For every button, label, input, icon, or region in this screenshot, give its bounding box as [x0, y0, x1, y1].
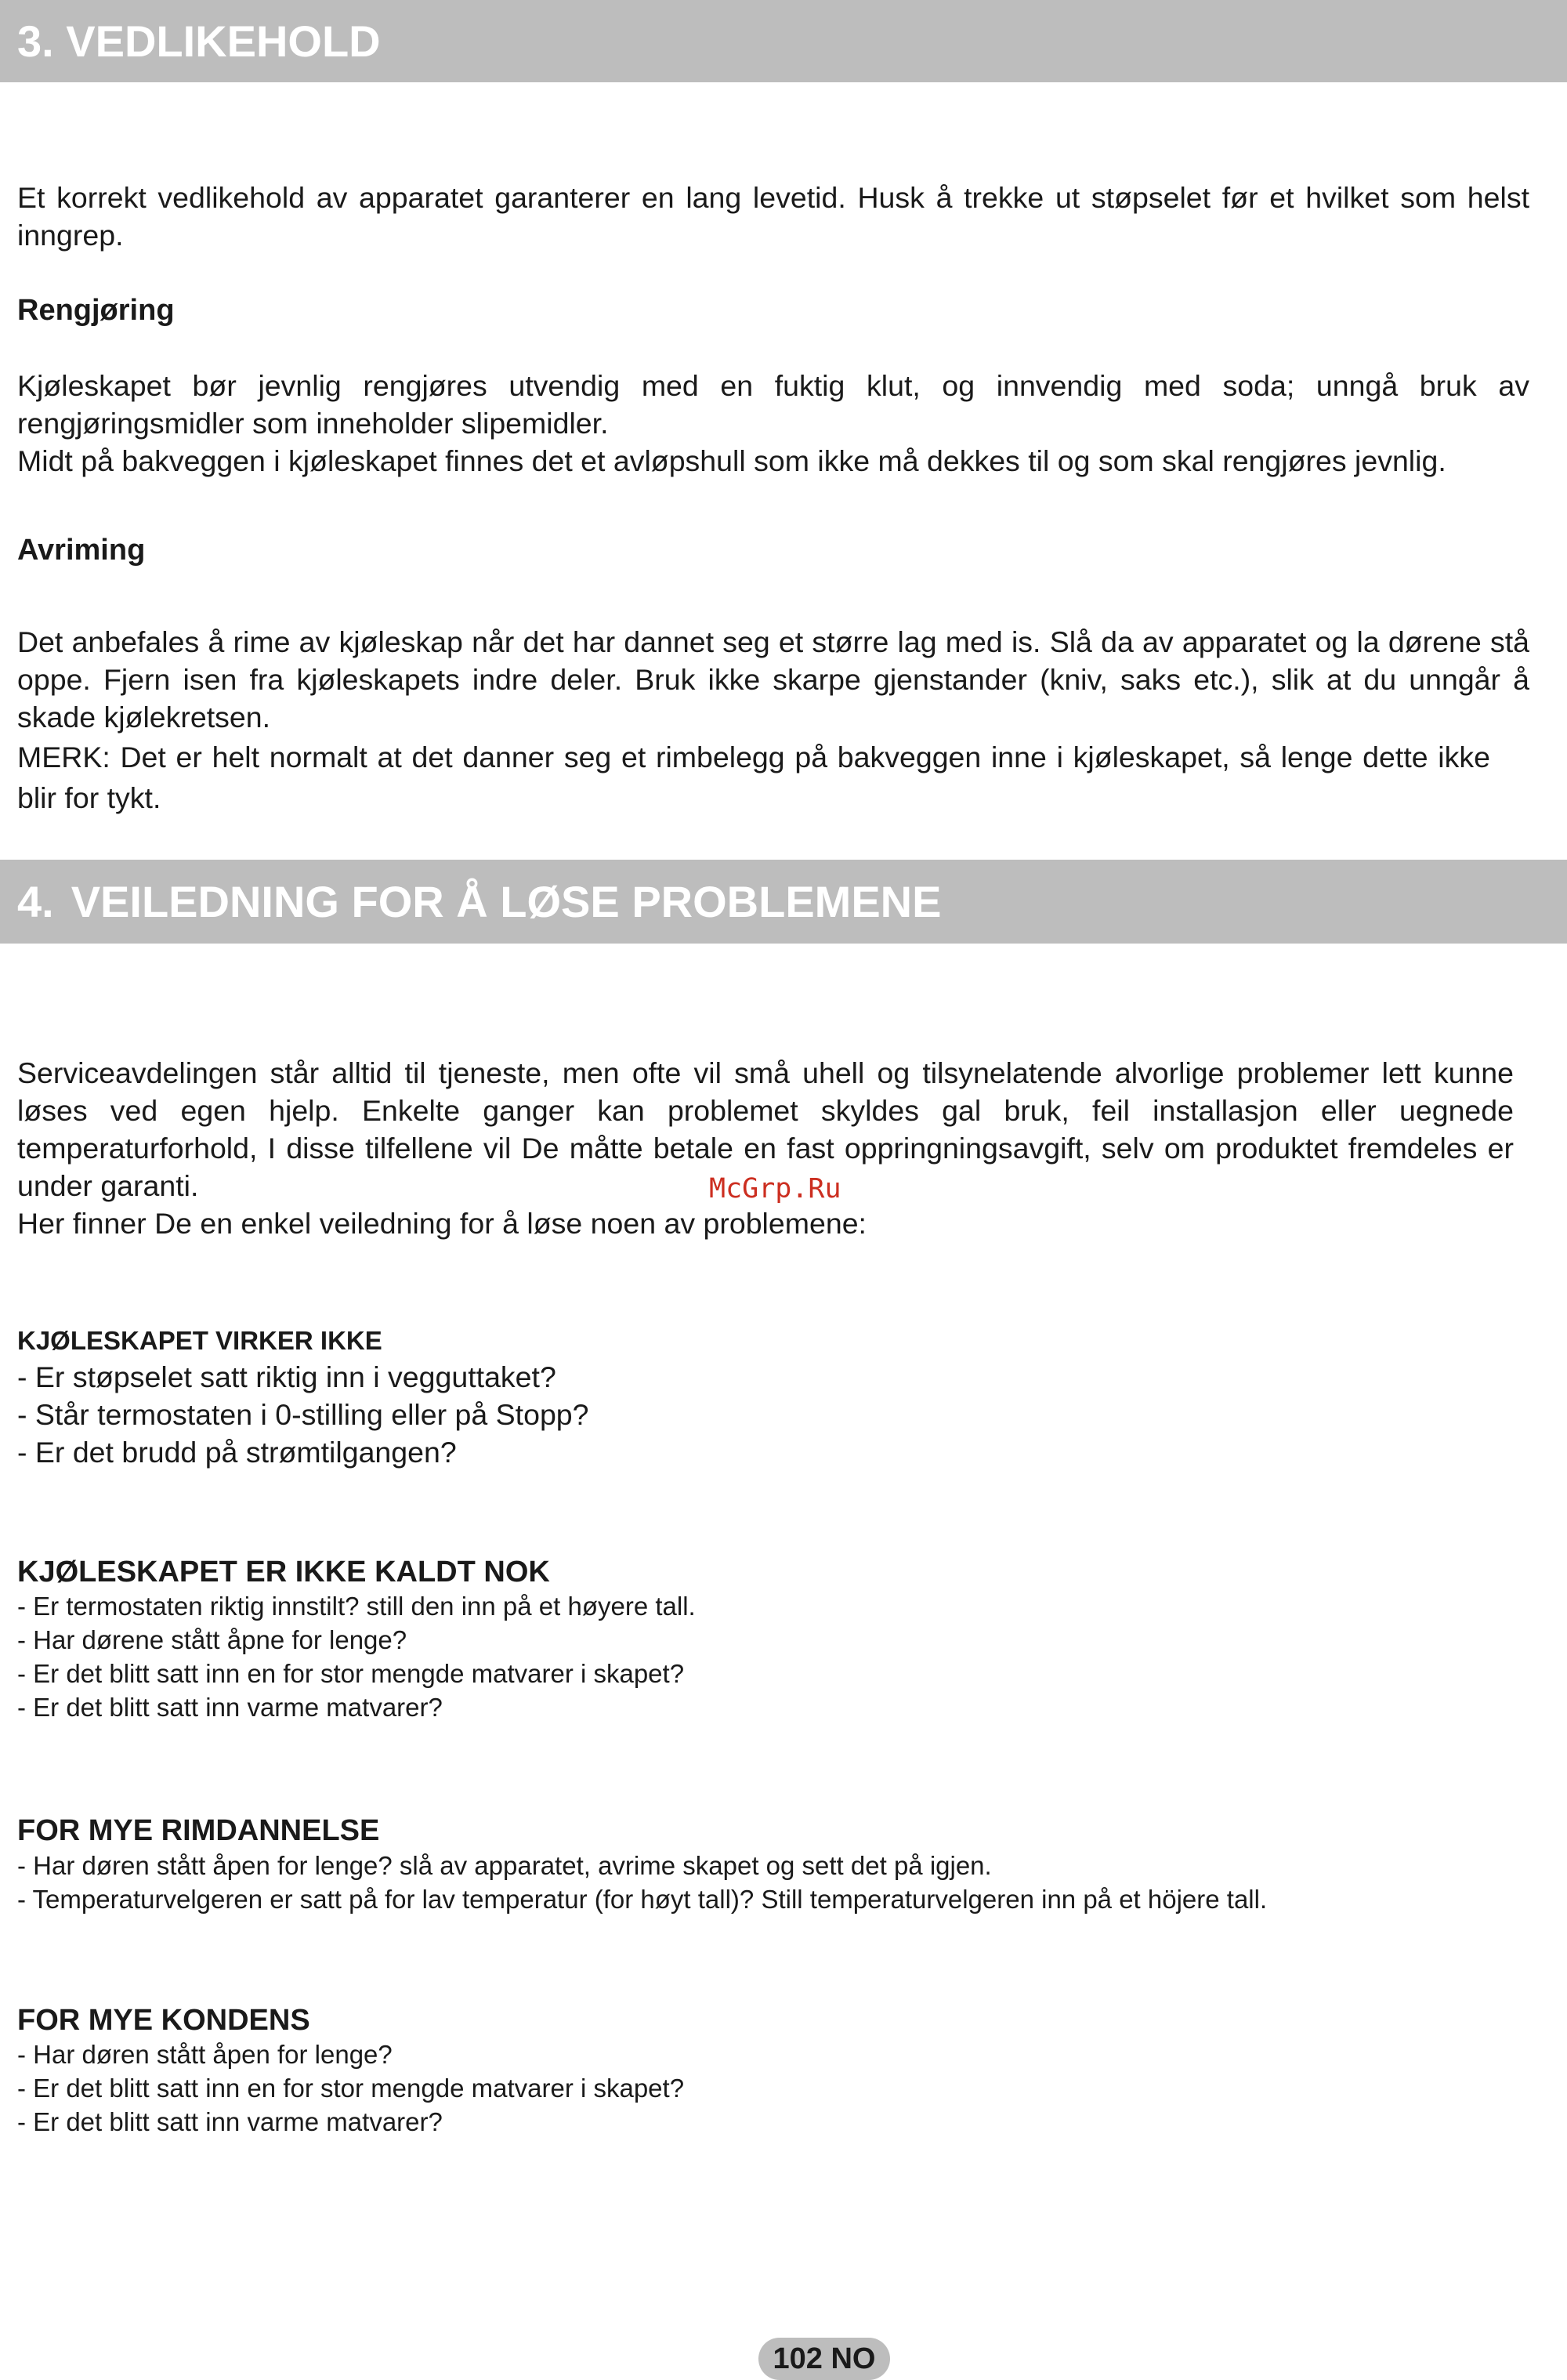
- page-number-badge: 102 NO: [758, 2338, 890, 2380]
- list-item: - Er det blitt satt inn en for stor mengde matvarer i skapet?: [17, 2074, 685, 2103]
- problem-checklist: [17, 1849, 1522, 1916]
- cleaning-paragraph-2: Midt på bakveggen i kjøleskapet finnes det et avløpshull som ikke må dekkes til og som skal rengjøres jevnlig.: [17, 444, 1446, 477]
- defrost-paragraph-1: Det anbefales å rime av kjøleskap når det har dannet seg et større lag med is. Slå da av apparatet og la dørene stå oppe. Fjern isen fra kjøleskapets indre deler. Bruk ikke skarpe gjenstander (kniv, saks etc.), slik at du unngår å skade kjølekretsen.: [17, 625, 1529, 734]
- problem-title: FOR MYE RIMDANNELSE: [17, 1814, 380, 1847]
- section-4-title: VEILEDNING FOR Å LØSE PROBLEMENE: [71, 877, 942, 926]
- section-4-intro: Serviceavdelingen står alltid til tjeneste, men ofte vil små uhell og tilsynelatende alvorlige problemer lett kunne løses ved egen hjelp. Enkelte ganger kan problemet skyldes gal bruk, feil installasjon eller uegnede temperaturforhold, I disse tilfellene vil De måtte betale en fast oppringningsavgift, selv om produktet fremdeles er under garanti.: [17, 1056, 1514, 1202]
- cleaning-heading: Rengjøring: [17, 294, 175, 327]
- defrost-heading: Avriming: [17, 534, 146, 567]
- list-item: - Er støpselet satt riktig inn i vegguttaket?: [17, 1360, 556, 1393]
- problem-checklist: [17, 2038, 684, 2139]
- list-item: - Er det brudd på strømtilgangen?: [17, 1436, 457, 1469]
- defrost-paragraph-2: MERK: Det er helt normalt at det danner seg et rimbelegg på bakveggen inne i kjøleskapet, så lenge dette ikke blir for tykt.: [17, 741, 1490, 814]
- list-item: - Er det blitt satt inn varme matvarer?: [17, 1693, 443, 1722]
- list-item: - Har dørene stått åpne for lenge?: [17, 1625, 407, 1654]
- cleaning-paragraph-1: Kjøleskapet bør jevnlig rengjøres utvendig med en fuktig klut, og innvendig med soda; unngå bruk av rengjøringsmidler som inneholder slipemidler.: [17, 369, 1529, 440]
- section-4-header: [0, 860, 1567, 944]
- list-item: - Er termostaten riktig innstilt? still den inn på et høyere tall.: [17, 1592, 696, 1621]
- section-4-number: 4.: [17, 877, 54, 926]
- list-item: - Står termostaten i 0-stilling eller på Stopp?: [17, 1398, 589, 1431]
- problem-checklist: [17, 1589, 696, 1724]
- list-item: - Er det blitt satt inn varme matvarer?: [17, 2107, 443, 2136]
- problem-title: KJØLESKAPET VIRKER IKKE: [17, 1326, 382, 1355]
- section-4-intro-2: Her finner De en enkel veiledning for å løse noen av problemene:: [17, 1207, 867, 1240]
- problem-title: KJØLESKAPET ER IKKE KALDT NOK: [17, 1556, 550, 1588]
- list-item: - Er det blitt satt inn en for stor mengde matvarer i skapet?: [17, 1659, 685, 1688]
- section-3-intro: Et korrekt vedlikehold av apparatet garanterer en lang levetid. Husk å trekke ut støpselet før et hvilket som helst inngrep.: [17, 181, 1529, 252]
- list-item: - Har døren stått åpen for lenge? slå av apparatet, avrime skapet og sett det på igjen.: [17, 1851, 992, 1880]
- watermark-text: McGrp.Ru: [709, 1173, 841, 1204]
- list-item: - Har døren stått åpen for lenge?: [17, 2040, 393, 2069]
- list-item: - Temperaturvelgeren er satt på for lav temperatur (for høyt tall)? Still temperaturvelgeren inn på et höjere tall.: [17, 1885, 1268, 1914]
- problem-title: FOR MYE KONDENS: [17, 2004, 310, 2037]
- problem-checklist: [17, 1358, 589, 1471]
- section-3-header: [0, 0, 1567, 82]
- section-3-title: 3. VEDLIKEHOLD: [17, 16, 381, 66]
